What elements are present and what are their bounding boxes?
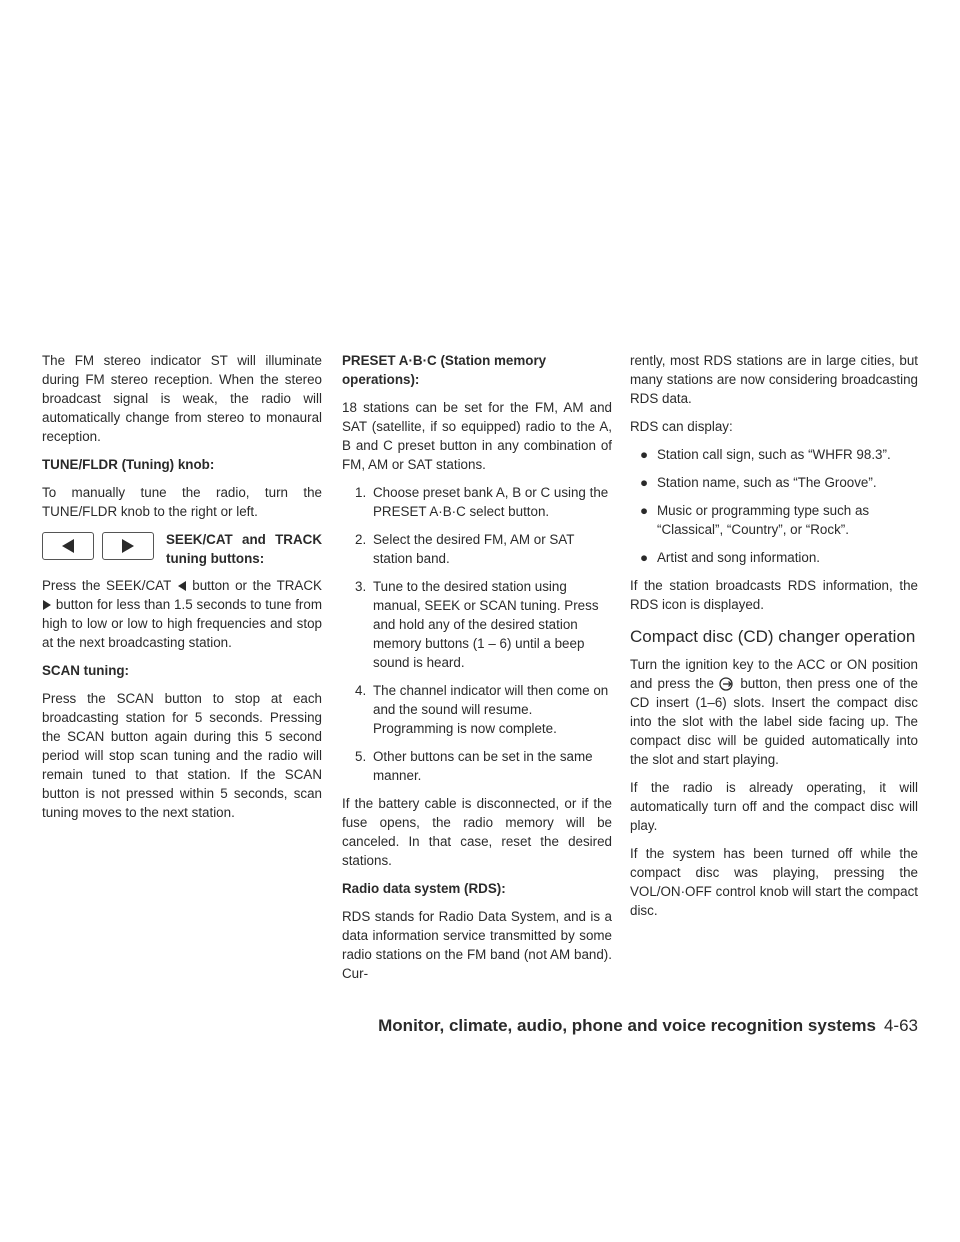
rds-paragraph: RDS stands for Radio Data System, and is a data information service transmitted by some radio stations on the FM band (not AM band). Cur- [342, 909, 612, 981]
list-item [342, 747, 612, 785]
footer-section-title: Monitor, climate, audio, phone and voice recognition systems [378, 1016, 876, 1035]
list-item [342, 681, 612, 738]
page-footer [378, 1016, 918, 1035]
column-right [630, 351, 918, 929]
seek-button-illustration [42, 532, 94, 560]
step-number: 1. [355, 485, 367, 500]
step-number: 5. [355, 749, 367, 764]
tune-heading: TUNE/FLDR (Tuning) knob: [42, 457, 215, 472]
seek-text-c: button for less than 1.5 seconds to tune from high to low or low to high frequencies and stop at the next broadcasting station. [42, 597, 322, 650]
bullet-icon: ● [640, 447, 649, 462]
bullet-icon: ● [640, 475, 649, 490]
list-item [630, 445, 918, 464]
cd-paragraph [630, 655, 918, 769]
triangle-right-icon [42, 600, 52, 610]
step-text: Tune to the desired station using manual, SEEK or SCAN tuning. Press and hold any of the desired station memory buttons (1 – 6) until a beep sound is heard. [373, 579, 599, 670]
preset-heading: PRESET A·B·C (Station memory operations): [342, 353, 547, 387]
rds-heading: Radio data system (RDS): [342, 881, 506, 896]
rds-display-paragraph: RDS can display: [630, 419, 733, 434]
preset-steps-list [342, 483, 612, 785]
list-item [342, 577, 612, 672]
step-number: 4. [355, 683, 367, 698]
list-item [342, 530, 612, 568]
step-number: 2. [355, 532, 367, 547]
battery-paragraph: If the battery cable is disconnected, or if the fuse opens, the radio memory will be canceled. In that case, reset the desired stations. [342, 796, 612, 868]
triangle-left-icon [177, 581, 187, 591]
step-text: Choose preset bank A, B or C using the PRESET A·B·C select button. [373, 485, 609, 519]
bullet-text: Artist and song information. [657, 550, 821, 565]
page-number: 4-63 [883, 1016, 918, 1035]
column-left [42, 351, 322, 831]
list-item [630, 473, 918, 492]
preset-paragraph: 18 stations can be set for the FM, AM and SAT (satellite, if so equipped) radio to the A, B and C preset button in any combination of FM, AM or SAT stations. [342, 400, 612, 472]
seek-text-a: Press the SEEK/CAT [42, 578, 172, 593]
column-middle [342, 351, 612, 992]
bullet-icon: ● [640, 550, 649, 565]
bullet-text: Music or programming type such as “Classical”, “Country”, or “Rock”. [657, 503, 870, 537]
bullet-icon: ● [640, 503, 649, 518]
step-text: Other buttons can be set in the same manner. [373, 749, 593, 783]
seek-track-buttons-illustration [42, 530, 154, 560]
bullet-text: Station call sign, such as “WHFR 98.3”. [657, 447, 891, 462]
list-item [630, 548, 918, 567]
rds-icon-paragraph: If the station broadcasts RDS information, the RDS icon is displayed. [630, 578, 918, 612]
track-button-illustration [102, 532, 154, 560]
step-number: 3. [355, 579, 367, 594]
rds-bullet-list [630, 445, 918, 567]
seek-track-heading: SEEK/CAT and TRACK tuning buttons: [166, 532, 322, 566]
scan-paragraph: Press the SCAN button to stop at each broadcasting station for 5 seconds. Pressing the SCAN button again during this 5 second period will stop scan tuning and the radio will remain tuned to that station. If the SCAN button is not pressed within 5 seconds, scan tuning moves to the next station. [42, 691, 322, 820]
step-text: The channel indicator will then come on and the sound will resume. Programming is now complete. [373, 683, 609, 736]
list-item [630, 501, 918, 539]
tune-paragraph: To manually tune the radio, turn the TUNE/FLDR knob to the right or left. [42, 485, 322, 519]
rds-continued-paragraph: rently, most RDS stations are in large cities, but many stations are now considering broadcasting RDS data. [630, 353, 918, 406]
seek-text-b: button or the TRACK [192, 578, 322, 593]
list-item [342, 483, 612, 521]
cd-insert-icon [719, 677, 735, 691]
seek-track-heading-row [42, 530, 322, 568]
operating-paragraph: If the radio is already operating, it will automatically turn off and the compact disc will play. [630, 780, 918, 833]
triangle-left-icon [60, 538, 76, 554]
seek-paragraph [42, 576, 322, 652]
triangle-right-icon [120, 538, 136, 554]
cd-text-a: Turn the ignition key to the ACC or ON position and press the [630, 657, 918, 691]
step-text: Select the desired FM, AM or SAT station band. [373, 532, 575, 566]
scan-heading: SCAN tuning: [42, 663, 130, 678]
bullet-text: Station name, such as “The Groove”. [657, 475, 877, 490]
fm-stereo-paragraph: The FM stereo indicator ST will illuminate during FM stereo reception. When the stereo broadcast signal is weak, the radio will automatically change from stereo to monaural reception. [42, 353, 322, 444]
turned-off-paragraph: If the system has been turned off while the compact disc was playing, pressing the VOL/ON·OFF control knob will start the compact disc. [630, 846, 918, 918]
cd-text-b: button, then press one of the CD insert (1–6) slots. Insert the compact disc into the slot with the label side facing up. The compact disc will be guided automatically into the slot and start playing. [630, 676, 918, 767]
cd-section-heading: Compact disc (CD) changer operation [630, 627, 916, 646]
